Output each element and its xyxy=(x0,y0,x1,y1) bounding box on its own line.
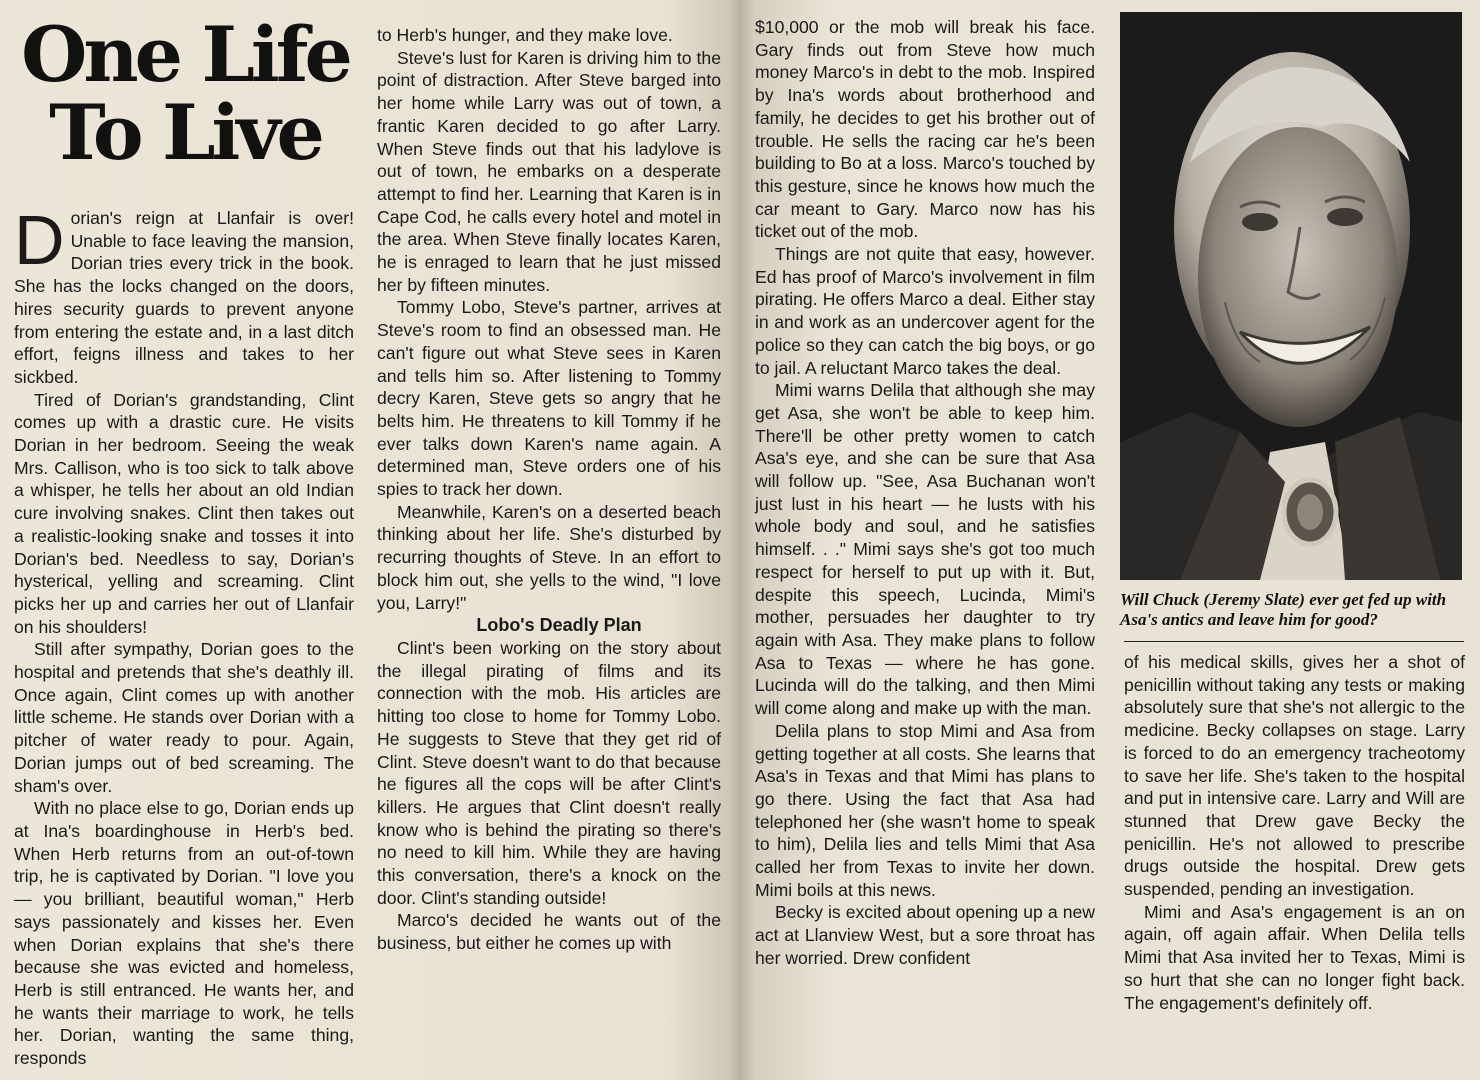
paragraph: Meanwhile, Karen's on a deserted beach thinking about her life. She's disturbed by recurring thoughts of Steve. In an effort to block him out, she yells to the wind, "I love you, Larry!" xyxy=(377,501,721,613)
paragraph xyxy=(14,201,354,389)
paragraph: Marco's decided he wants out of the business, but either he comes up with xyxy=(377,910,721,954)
paragraph: of his medical skills, gives her a shot of penicillin without taking any tests or making absolutely sure that she's not allergic to the medicine. Becky collapses on stage. Larry is forced to do an emergency tracheotomy to save her life. She's taken to the hospital and put in intensive care. Larry and Will are stunned that Drew gave Becky the penicillin. He's not allowed to prescribe drugs outside the hospital. Drew gets suspended, pending an investigation. xyxy=(1124,652,1465,900)
headline-line-2: To Live xyxy=(49,88,321,177)
paragraph: Mimi warns Delila that although she may get Asa, she won't be able to keep him. There'll be other pretty women to catch Asa's eye, and she can be sure that Asa will follow up. "See, Asa Buchanan won't just lust in his heart — he lusts with his whole body and soul, and he satisfies himself. . ." Mimi says she's got too much respect for herself to put up with it. But, despite this speech, Lucinda, Mimi's mother, persuades her daughter to try again with Asa. They make plans to follow Asa to Texas — where he has gone. Lucinda will do the talking, and then Mimi will come along and make up with the man. xyxy=(755,380,1095,719)
section-subhead: Lobo's Deadly Plan xyxy=(476,615,642,636)
paragraph: Tommy Lobo, Steve's partner, arrives at Steve's room to find an obsessed man. He can't figure out what Steve sees in Karen and tells him so. After listening to Tommy decry Karen, Steve gets so angry that he belts him. He threatens to kill Tommy if he ever talks down Karen's name again. A determined man, Steve orders one of his spies to track her down. xyxy=(377,297,721,500)
paragraph-text: orian's reign at Llanfair is over! Unable to face leaving the mansion, Dorian tries every trick in the book. She has the locks changed on the doors, hires security guards to prevent anyone from entering the estate and, in a last ditch effort, feigns illness and takes to her sickbed. xyxy=(14,208,354,387)
paragraph: to Herb's hunger, and they make love. xyxy=(377,25,673,45)
article-column-3 xyxy=(755,16,1095,970)
paragraph: Steve's lust for Karen is driving him to the point of distraction. After Steve barged into her home while Larry was out of town, a frantic Karen decided to go after Larry. When Steve finds out that his ladylove is out of town, he embarks on a desperate attempt to find her. Learning that Karen is in Cape Cod, he calls every hotel and motel in the area. When Steve finally locates Karen, he is enraged to learn that he just missed her by fifteen minutes. xyxy=(377,47,721,295)
paragraph: Becky is excited about opening up a new act at Llanview West, but a sore throat has her worried. Drew confident xyxy=(755,902,1095,968)
headline xyxy=(16,10,354,177)
article-column-1 xyxy=(14,201,354,1070)
paragraph: With no place else to go, Dorian ends up at Ina's boardinghouse in Herb's bed. When Herb returns from an out-of-town trip, he is captivated by Dorian. "I love you — you brilliant, beautiful woman," Herb says passionately and kisses her. Even when Dorian explains that she's there because she was evicted and homeless, Herb is still entranced. He wants her, and he wants their marriage to work, he tells her. Dorian, wanting the same thing, responds xyxy=(14,798,354,1069)
article-column-2 xyxy=(377,24,721,955)
paragraph: Things are not quite that easy, however. Ed has proof of Marco's involvement in film pirating. He offers Marco a deal. Either stay in and work as an undercover agent for the police so they can catch the big boys, or go to jail. A reluctant Marco takes the deal. xyxy=(755,244,1095,378)
paragraph: $10,000 or the mob will break his face. Gary finds out from Steve how much money Marco's in debt to the mob. Inspired by Ina's words about brotherhood and family, he decides to get his brother out of trouble. He sells the racing car he's been building to Bo at a loss. Marco's touched by this gesture, since he knows how much the car meant to Gary. Marco now has his ticket out of the mob. xyxy=(755,17,1095,242)
portrait-illustration xyxy=(1120,12,1462,580)
article-column-4 xyxy=(1124,651,1465,1014)
caption-divider xyxy=(1124,641,1464,642)
headline-line-1: One Life xyxy=(21,10,349,99)
paragraph: Mimi and Asa's engagement is an on again, off again affair. When Delila tells Mimi that Asa invited her to Texas, Mimi is so hurt that she can no longer fight back. The engagement's definitely off. xyxy=(1124,901,1465,1013)
paragraph: Tired of Dorian's grandstanding, Clint comes up with a drastic cure. He visits Dorian in her bedroom. Seeing the weak Mrs. Callison, who is too sick to talk above a whisper, he tells her about an old Indian cure involving snakes. Clint then takes out a realistic-looking snake and tosses it into Dorian's bed. Needless to say, Dorian's hysterical, yelling and screaming. Clint picks her up and carries her out of Llanfair on his shoulders! xyxy=(14,389,354,637)
drop-cap: D xyxy=(14,201,65,279)
photo-caption: Will Chuck (Jeremy Slate) ever get fed up with Asa's antics and leave him for good? xyxy=(1120,590,1447,629)
portrait-photo xyxy=(1120,12,1462,580)
paragraph: Still after sympathy, Dorian goes to the hospital and pretends that she's deathly ill. Once again, Clint comes up with another little scheme. He stands over Dorian with a pitcher of water ready to pour. Again, Dorian jumps out of bed screaming. The sham's over. xyxy=(14,639,354,796)
paragraph: Delila plans to stop Mimi and Asa from getting together at all costs. She learns that Asa's in Texas and that Mimi has plans to go there. Using the fact that Asa had telephoned her (she wasn't home to speak to him), Delila lies and tells Mimi that Asa called her from Texas to invite her down. Mimi boils at this news. xyxy=(755,720,1095,900)
paragraph: Clint's been working on the story about the illegal pirating of films and its connection with the mob. His articles are hitting too close to home for Tommy Lobo. He suggests to Steve that they get rid of Clint. Steve doesn't want to do that because he figures all the cops will be after Clint's killers. He argues that Clint doesn't really know who is behind the pirating so there's no need to kill him. While they are having this conversation, there's a knock on the door. Clint's standing outside! xyxy=(377,637,721,908)
